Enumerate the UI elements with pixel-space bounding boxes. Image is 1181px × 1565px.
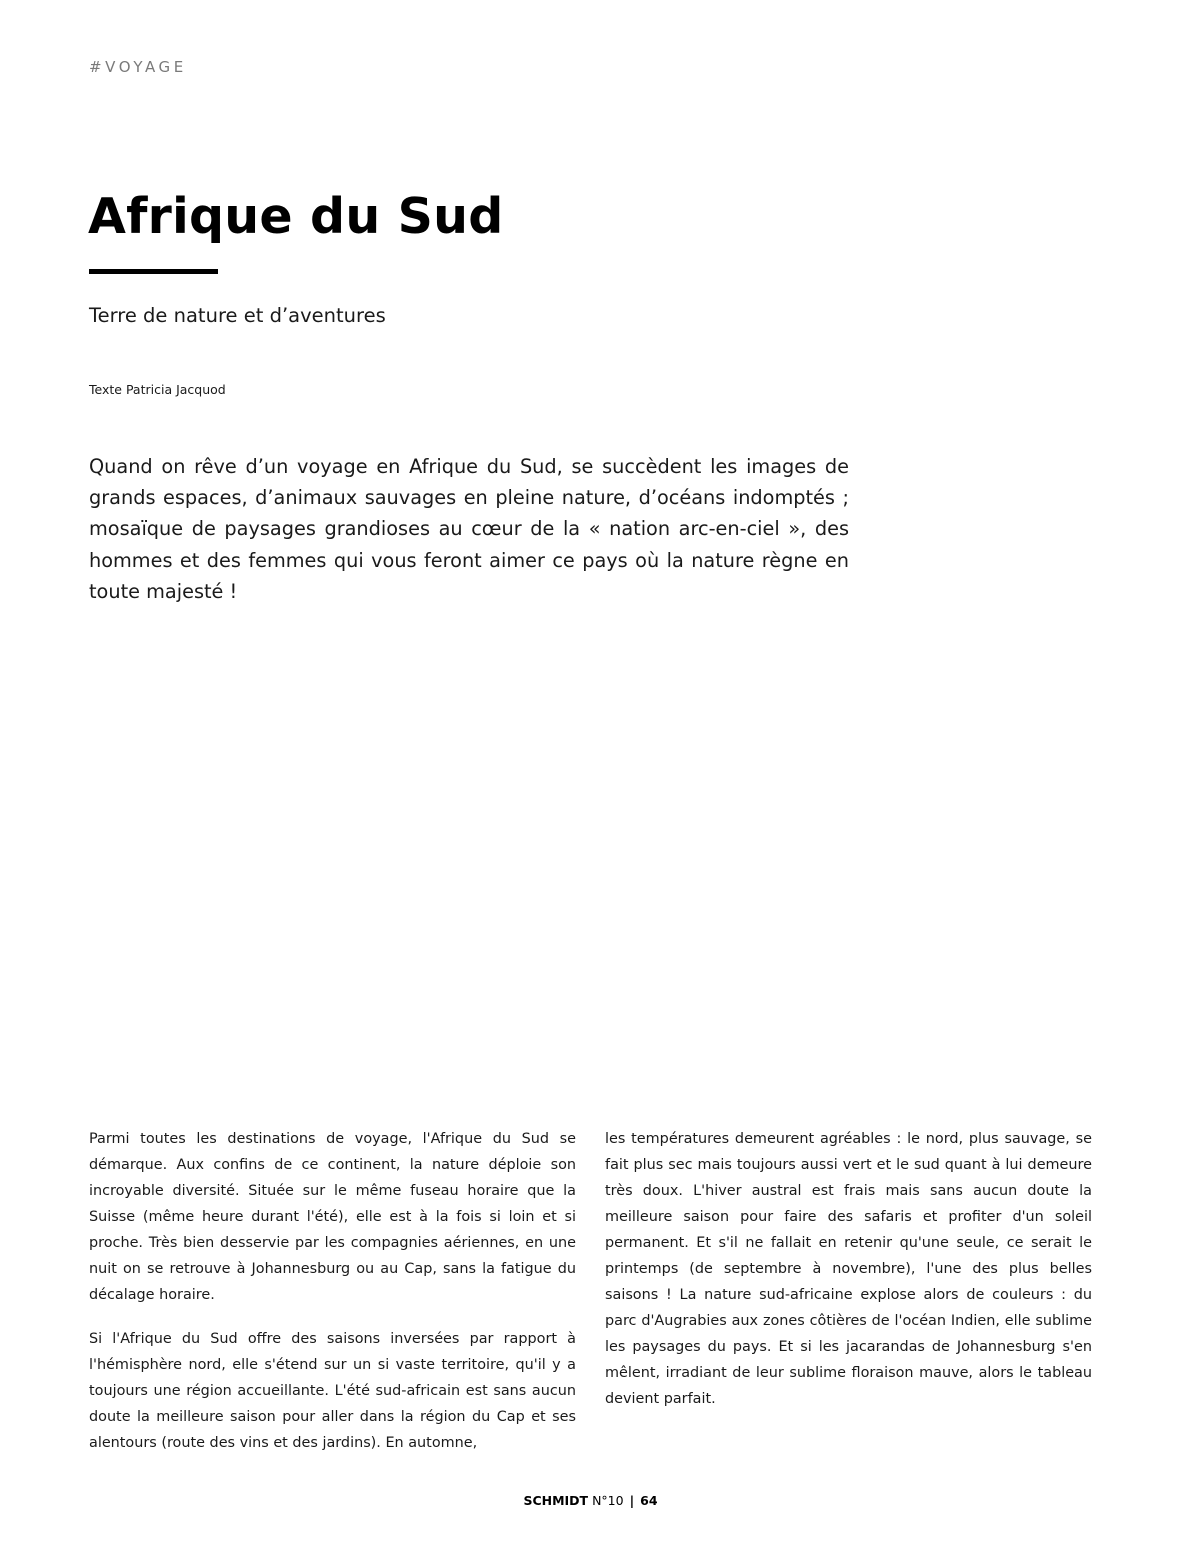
body-paragraph: les températures demeurent agréables : le nord, plus sauvage, se fait plus sec mais toujours aussi vert et le sud quant à lui demeure très doux. L'hiver austral est frais mais sans aucun doute la meilleure saison pour faire des safaris et profiter d'un soleil permanent. Et s'il ne fallait en retenir qu'une seule, ce serait le printemps (de septembre à novembre), l'une des plus belles saisons ! La nature sud-africaine explose alors de couleurs : du parc d'Augrabies aux zones côtières de l'océan Indien, elle sublime les paysages du pays. Et si les jacarandas de Johannesburg s'en mêlent, irradiant de leur sublime floraison mauve, alors le tableau devient parfait.: [605, 1131, 1092, 1407]
page-number: 64: [640, 1493, 658, 1508]
body-column-right: [605, 1126, 1092, 1430]
body-column-left: [89, 1126, 576, 1474]
body-paragraph: Parmi toutes les destinations de voyage, l'Afrique du Sud se démarque. Aux confins de ce continent, la nature déploie son incroyable diversité. Située sur le même fuseau horaire que la Suisse (même heure durant l'été), elle est à la fois si loin et si proche. Très bien desservie par les compagnies aériennes, en une nuit on se retrouve à Johannesburg ou au Cap, sans la fatigue du décalage horaire.: [89, 1131, 576, 1303]
page-footer: [0, 1493, 1181, 1508]
magazine-name: SCHMIDT: [523, 1493, 589, 1508]
footer-separator: |: [629, 1493, 635, 1508]
body-paragraph: Si l'Afrique du Sud offre des saisons inversées par rapport à l'hémisphère nord, elle s'étend sur un si vaste territoire, qu'il y a toujours une région accueillante. L'été sud-africain est sans aucun doute la meilleure saison pour aller dans la région du Cap et ses alentours (route des vins et des jardins). En automne,: [89, 1331, 576, 1451]
section-tag: #VOYAGE: [89, 58, 187, 76]
issue-number: N°10: [592, 1493, 624, 1508]
article-subtitle: Terre de nature et d’aventures: [89, 304, 386, 327]
author-byline: Texte Patricia Jacquod: [89, 382, 226, 397]
title-underline-divider: [89, 269, 218, 274]
lead-paragraph: Quand on rêve d’un voyage en Afrique du Sud, se succèdent les images de grands espaces, d’animaux sauvages en pleine nature, d’océans indomptés ; mosaïque de paysages grandioses au cœur de la « nation arc-en-ciel », des hommes et des femmes qui vous feront aimer ce pays où la nature règne en toute majesté !: [89, 455, 849, 603]
article-title: Afrique du Sud: [88, 188, 504, 245]
